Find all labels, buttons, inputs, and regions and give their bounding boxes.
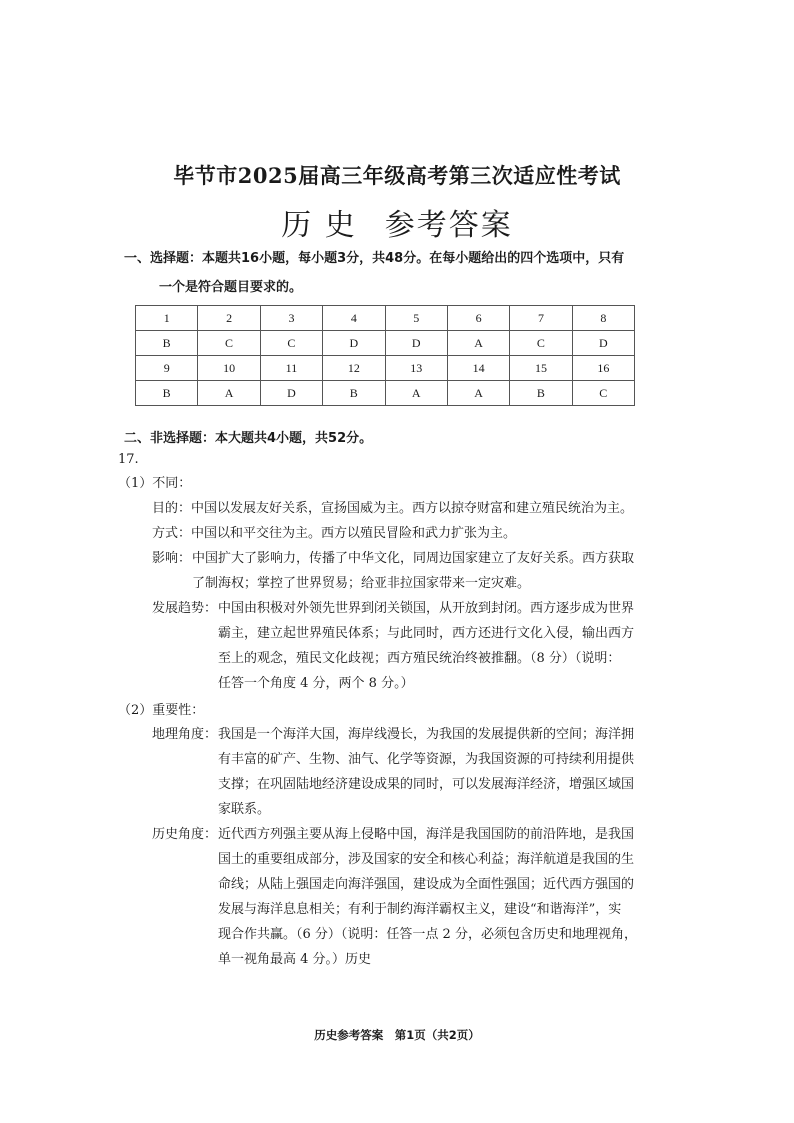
item-impact <box>152 546 692 596</box>
answer-cell: D <box>572 331 634 356</box>
doc-type: 参考答案 <box>384 208 513 243</box>
question-number-cell: 3 <box>260 306 322 331</box>
item-line: 我国是一个海洋大国，海岸线漫长，为我国的发展提供新的空间；海洋拥 <box>218 727 635 742</box>
item-label: 方式： <box>152 526 192 541</box>
item-line: 至上的观念，殖民文化歧视；西方殖民统治终被推翻。（8 分）（说明： <box>218 651 621 666</box>
section1-heading: 一、选择题：本题共16小题，每小题3分，共48分。在每小题给出的四个选项中，只有 <box>124 251 625 266</box>
item-line: 中国由积极对外领先世界到闭关锁国，从开放到封闭。西方逐步成为世界 <box>218 601 635 616</box>
item-line: 任答一个角度 4 分，两个 8 分。） <box>218 676 414 691</box>
question-number-cell: 7 <box>510 306 572 331</box>
item-label: 目的： <box>152 501 192 516</box>
question-number-row <box>136 356 635 381</box>
question-number-cell: 2 <box>198 306 260 331</box>
answer-cell: A <box>447 381 509 406</box>
question-number-row <box>136 306 635 331</box>
question-number-cell: 11 <box>260 356 322 381</box>
item-geography <box>152 722 692 822</box>
item-text: 中国以和平交往为主。西方以殖民冒险和武力扩张为主。 <box>191 526 517 541</box>
item-trend <box>152 596 692 696</box>
question-number-cell: 13 <box>385 356 447 381</box>
answer-cell: D <box>260 381 322 406</box>
question-number-cell: 12 <box>323 356 385 381</box>
answer-cell: B <box>136 331 198 356</box>
item-history <box>152 822 692 972</box>
item-line: 有丰富的矿产、生物、油气、化学等资源，为我国资源的可持续利用提供 <box>218 752 635 767</box>
question-number-cell: 4 <box>323 306 385 331</box>
item-line: 近代西方列强主要从海上侵略中国，海洋是我国国防的前沿阵地，是我国 <box>218 827 635 842</box>
part2-label: （2）重要性： <box>118 703 205 718</box>
item-line: 单一视角最高 4 分。）历史 <box>218 952 372 967</box>
answer-cell: A <box>198 381 260 406</box>
item-line: 家联系。 <box>218 802 271 817</box>
question-number-cell: 1 <box>136 306 198 331</box>
item-line: 现合作共赢。（6 分）（说明：任答一点 2 分，必须包含历史和地理视角， <box>218 927 637 942</box>
item-label: 地理角度： <box>152 727 218 742</box>
question-number-cell: 10 <box>198 356 260 381</box>
exam-title: 毕节市2025届高三年级高考第三次适应性考试 <box>173 163 621 188</box>
section2-heading: 二、非选择题：本大题共4小题，共52分。 <box>124 431 373 446</box>
answer-cell: C <box>260 331 322 356</box>
answer-cell: B <box>510 381 572 406</box>
item-method <box>152 521 516 546</box>
question-number-cell: 8 <box>572 306 634 331</box>
answer-cell: A <box>447 331 509 356</box>
item-line: 命线；从陆上强国走向海洋强国，建设成为全面性强国；近代西方强国的 <box>218 877 635 892</box>
answer-cell: C <box>572 381 634 406</box>
question-number-cell: 14 <box>447 356 509 381</box>
question-number-cell: 9 <box>136 356 198 381</box>
answer-cell: C <box>510 331 572 356</box>
item-line: 了制海权；掌控了世界贸易；给亚非拉国家带来一定灾难。 <box>192 576 531 591</box>
item-text: 中国以发展友好关系，宣扬国威为主。西方以掠夺财富和建立殖民统治为主。 <box>191 501 634 516</box>
question-number: 17. <box>118 452 139 467</box>
item-line: 国土的重要组成部分，涉及国家的安全和核心利益；海洋航道是我国的生 <box>218 852 635 867</box>
question-number-cell: 6 <box>447 306 509 331</box>
item-label: 发展趋势： <box>152 601 218 616</box>
item-purpose <box>152 496 633 521</box>
answer-row <box>136 331 635 356</box>
item-line: 霸主，建立起世界殖民体系；与此同时，西方还进行文化入侵，输出西方 <box>218 626 635 641</box>
answer-cell: A <box>385 381 447 406</box>
part1-label: （1）不同： <box>118 476 192 491</box>
question-number-cell: 5 <box>385 306 447 331</box>
section1-heading-cont: 一个是符合题目要求的。 <box>159 280 303 295</box>
answer-cell: C <box>198 331 260 356</box>
subject-name: 历 史 <box>281 208 357 243</box>
answer-cell: B <box>136 381 198 406</box>
answer-row <box>136 381 635 406</box>
item-label: 影响： <box>152 551 192 566</box>
question-number-cell: 15 <box>510 356 572 381</box>
question-number-cell: 16 <box>572 356 634 381</box>
answer-cell: D <box>323 331 385 356</box>
item-label: 历史角度： <box>152 827 218 842</box>
document-subtitle <box>0 200 794 244</box>
answer-cell: B <box>323 381 385 406</box>
item-line: 支撑；在巩固陆地经济建设成果的同时，可以发展海洋经济，增强区域国 <box>218 777 635 792</box>
answer-cell: D <box>385 331 447 356</box>
page-footer: 历史参考答案 第1页（共2页） <box>314 1028 480 1042</box>
answer-table <box>135 305 635 406</box>
item-line: 中国扩大了影响力，传播了中华文化，同周边国家建立了友好关系。西方获取 <box>192 551 635 566</box>
item-line: 发展与海洋息息相关；有利于制约海洋霸权主义，建设“和谐海洋”，实 <box>218 902 622 917</box>
